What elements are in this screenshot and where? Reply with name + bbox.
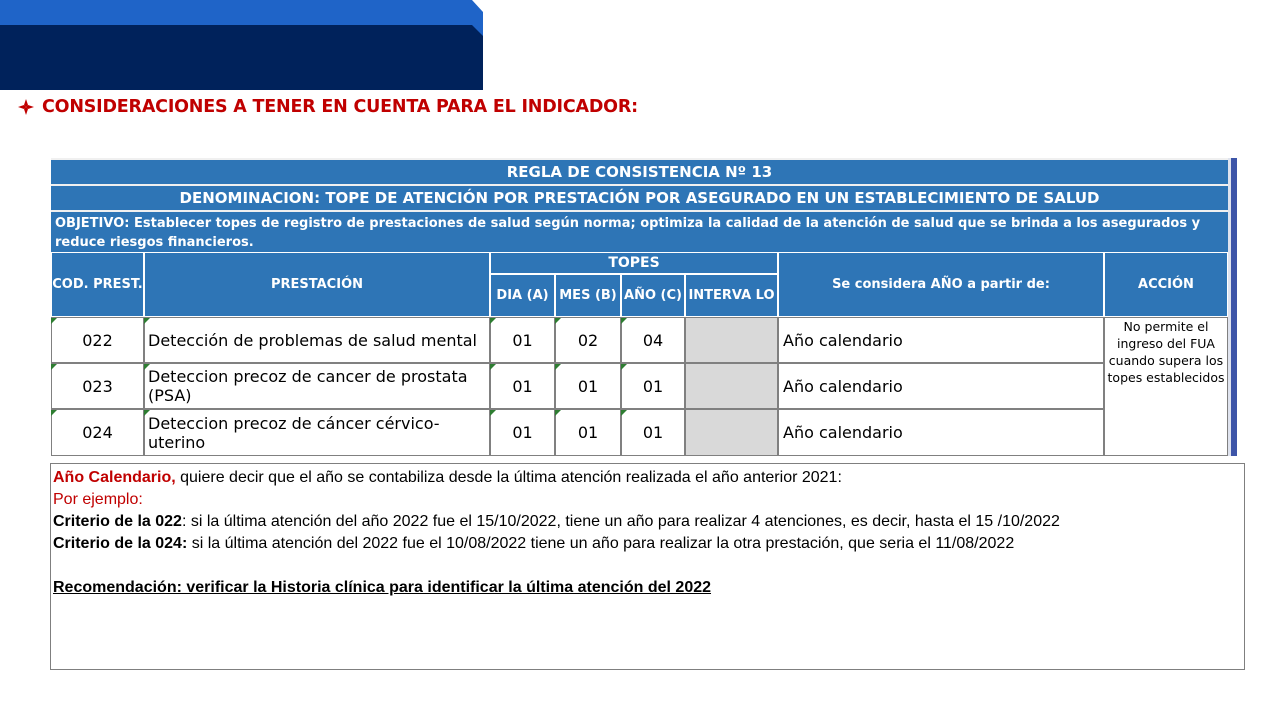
row-023-day: 01 [490,363,555,409]
header-day: DIA (A) [490,274,555,317]
note-recommendation: Recomendación: verificar la Historia clínica para identificar la última atención del 2022 [53,579,712,596]
action-cell: No permite el ingreso del FUA cuando supera los topes establecidos [1104,317,1228,456]
row-024-day: 01 [490,409,555,456]
note-term-label: Año Calendario, [53,469,176,486]
note-spacer [53,555,1242,577]
note-024-text: si la última atención del 2022 fue el 10/08/2022 tiene un año para realizar la otra prestación, que seria el 11/08/2022 [187,535,1015,552]
section-heading [18,94,638,120]
cell-marker [144,410,150,416]
header-caps: TOPES [490,252,778,274]
note-022-text: : si la última atención del año 2022 fue el 15/10/2022, tiene un año para realizar 4 atenciones, es decir, hasta el 15 /10/2022 [181,513,1060,530]
header-code: COD. PREST. [51,252,144,317]
row-024-interval [685,409,778,456]
table-frame-edge [1231,158,1237,456]
consistency-rule-table [51,158,1237,456]
note-024-label: Criterio de la 024: [53,535,188,552]
header-action: ACCIÓN [1104,252,1228,317]
rule-denomination: DENOMINACION: TOPE DE ATENCIÓN POR PRESTACIÓN POR ASEGURADO EN UN ESTABLECIMIENTO DE SALUD [51,184,1228,210]
cell-marker [51,318,57,324]
cell-marker [555,364,561,370]
cell-marker [621,364,627,370]
row-023-interval [685,363,778,409]
row-024-year-from: Año calendario [778,409,1104,456]
row-022-month: 02 [555,317,621,363]
row-024-year: 01 [621,409,685,456]
row-022-code: 022 [51,317,144,363]
row-024-code: 024 [51,409,144,456]
cell-marker [51,364,57,370]
row-022-year-from: Año calendario [778,317,1104,363]
header-month: MES (B) [555,274,621,317]
header-year-from: Se considera AÑO a partir de: [778,252,1104,317]
header-service: PRESTACIÓN [144,252,490,317]
note-line-022 [53,511,1242,533]
header-year: AÑO (C) [621,274,685,317]
row-022-day: 01 [490,317,555,363]
row-023-service: Deteccion precoz de cancer de prostata (PSA) [144,363,490,409]
row-024-service: Deteccion precoz de cáncer cérvico-uterino [144,409,490,456]
diamond-bullet-icon [18,99,34,115]
cell-marker [621,318,627,324]
cell-marker [490,410,496,416]
cell-marker [144,364,150,370]
row-022-interval [685,317,778,363]
header-banner [0,0,483,90]
note-term-text: quiere decir que el año se contabiliza desde la última atención realizada el año anterior 2021: [175,469,842,486]
note-line-024 [53,533,1242,555]
row-022-year: 04 [621,317,685,363]
cell-marker [490,364,496,370]
cell-marker [621,410,627,416]
cell-marker [51,410,57,416]
row-023-year: 01 [621,363,685,409]
cell-marker [555,410,561,416]
row-023-code: 023 [51,363,144,409]
row-023-year-from: Año calendario [778,363,1104,409]
rule-title: REGLA DE CONSISTENCIA Nº 13 [51,158,1228,184]
row-023-month: 01 [555,363,621,409]
note-line-1 [53,467,1242,489]
note-022-label: Criterio de la 022 [53,513,182,530]
explanation-note [50,463,1245,670]
note-example-label: Por ejemplo: [53,491,143,508]
row-022-service: Detección de problemas de salud mental [144,317,490,363]
cell-marker [144,318,150,324]
heading-text: CONSIDERACIONES A TENER EN CUENTA PARA EL INDICADOR: [42,97,638,117]
rule-objective: OBJETIVO: Establecer topes de registro de prestaciones de salud según norma; optimiza la calidad de la atención de salud que se brinda a los asegurados y reduce riesgos financieros. [51,210,1228,252]
cell-marker [555,318,561,324]
header-interval: INTERVA LO [685,274,778,317]
row-024-month: 01 [555,409,621,456]
cell-marker [490,318,496,324]
